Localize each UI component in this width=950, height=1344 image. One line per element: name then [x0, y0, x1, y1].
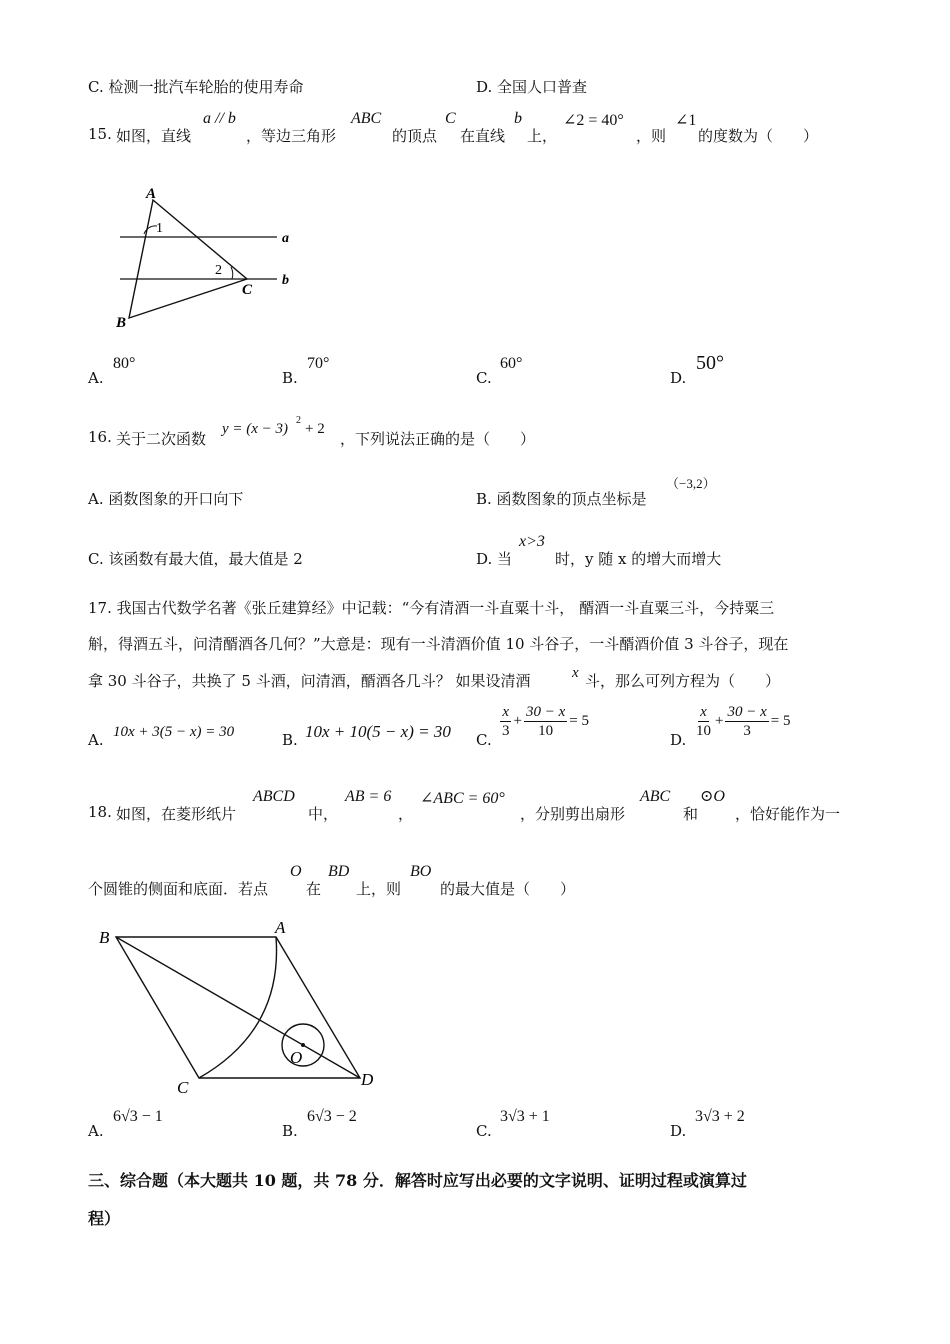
q17-line-3-text: 斗，那么可列方程为（ ）: [585, 672, 781, 690]
q18-label-O: O: [290, 1048, 303, 1067]
q17-option-d-label: D.: [670, 731, 687, 749]
q14-option-d: D. 全国人口普查: [476, 78, 588, 96]
q18-math-o: O: [290, 863, 302, 880]
q17-option-b-label: B.: [282, 731, 298, 749]
q17-option-c-label: C.: [476, 731, 492, 749]
section-3-heading: 三、综合题（本大题共 10 题，共 78 分．解答时应写出必要的文字说明、证明过程或演算过: [88, 1171, 747, 1190]
q18-number: 18.: [88, 803, 112, 821]
q17-option-a-label: A.: [88, 731, 104, 749]
q18-label-A: A: [275, 918, 286, 937]
q18-text: 和: [683, 805, 699, 823]
q18-text: 如图，在菱形纸片: [116, 805, 237, 823]
q15-option-c-value: 60°: [500, 355, 523, 372]
q18-option-b-label: B.: [282, 1122, 298, 1140]
q17-line-3-math: x: [572, 665, 579, 681]
q17-d-frac2-den: 3: [743, 723, 751, 739]
q15-text: 上，: [527, 127, 558, 145]
q17-option-c-equation: [498, 703, 589, 740]
q18-text: ，分别剪出扇形: [520, 805, 626, 823]
q15-text: ，则: [636, 127, 667, 145]
q15-option-b-label: B.: [282, 369, 298, 387]
q15-math-c: C: [445, 110, 456, 127]
q18-math-bd: BD: [328, 863, 350, 880]
q17-c-frac2-den: 10: [538, 723, 554, 739]
q15-label-B: B: [116, 315, 127, 330]
q18-math-bo: BO: [410, 863, 432, 880]
q16-math-exponent: 2: [296, 415, 301, 426]
q15-label-1: 1: [156, 221, 163, 236]
q15-figure: [100, 180, 310, 330]
q17-line-2: 斛，得酒五斗，问清醑酒各几何？”大意是：现有一斗清酒价值 10 斗谷子，一斗醑酒价值 3 斗谷子，现在: [88, 635, 789, 653]
q15-math-angle1: ∠1: [675, 112, 697, 129]
q15-text: 的度数为（ ）: [698, 127, 819, 145]
q18-text: 上，则: [356, 880, 402, 898]
q15-text: 在直线: [460, 127, 506, 145]
q17-c-rhs: = 5: [569, 713, 589, 729]
q18-math-circle: ⊙O: [700, 788, 725, 805]
q18-text: 中，: [308, 805, 339, 823]
q15-text: ，等边三角形: [246, 127, 337, 145]
q16-option-c: C. 该函数有最大值，最大值是 2: [88, 550, 303, 568]
q15-math-triangle: ABC: [351, 110, 382, 127]
q17-c-frac1-den: 3: [502, 723, 510, 739]
q16-option-d: D. 当: [476, 550, 513, 568]
q16-math-plus: + 2: [305, 421, 325, 437]
q18-math-abcd: ABCD: [253, 788, 295, 805]
q15-label-b: b: [282, 273, 289, 288]
q18-label-C: C: [177, 1078, 189, 1095]
q18-text: 个圆锥的侧面和底面．若点: [88, 880, 269, 898]
q18-option-c-value: 3√3 + 1: [500, 1108, 550, 1125]
q17-d-frac2-num: 30 − x: [727, 704, 767, 720]
q18-option-d-label: D.: [670, 1122, 687, 1140]
q16-option-b-math: （−3,2）: [666, 476, 716, 491]
q15-math-parallel: a // b: [203, 110, 236, 127]
q15-option-c-label: C.: [476, 369, 492, 387]
q18-figure: [95, 915, 395, 1095]
section-3-heading-line2: 程）: [88, 1209, 121, 1228]
q16-number: 16.: [88, 428, 112, 446]
q18-option-c-label: C.: [476, 1122, 492, 1140]
q17-c-frac2-num: 30 − x: [525, 704, 566, 720]
q14-option-c: C. 检测一批汽车轮胎的使用寿命: [88, 78, 304, 96]
q16-option-a: A. 函数图象的开口向下: [88, 490, 244, 508]
q18-text: 在: [306, 880, 322, 898]
q18-option-d-value: 3√3 + 2: [695, 1108, 745, 1125]
q16-option-d-text: 时，y 随 x 的增大而增大: [555, 550, 722, 568]
q15-math-angle2: ∠2 = 40°: [563, 112, 624, 129]
q18-option-a-value: 6√3 − 1: [113, 1108, 163, 1125]
q18-label-D: D: [361, 1070, 374, 1089]
q15-label-A: A: [146, 186, 157, 202]
q16-option-d-math: x>3: [519, 533, 545, 550]
q17-d-frac1-num: x: [700, 704, 707, 720]
q16-option-b: B. 函数图象的顶点坐标是: [476, 490, 647, 508]
q17-d-plus: +: [715, 713, 724, 729]
q15-math-b: b: [514, 110, 522, 127]
q17-d-rhs: = 5: [770, 713, 791, 729]
q18-option-b-value: 6√3 − 2: [307, 1108, 357, 1125]
q17-c-frac1-num: x: [502, 704, 510, 720]
q18-math-angle: ∠ABC = 60°: [420, 790, 505, 807]
q17-line-1: 17. 我国古代数学名著《张丘建算经》中记载：“今有清酒一斗直粟十斗， 醑酒一斗直粟三斗，今持粟三: [88, 599, 775, 617]
q15-option-a-label: A.: [88, 369, 104, 387]
q17-option-a-equation: 10x + 3(5 − x) = 30: [113, 724, 235, 740]
q15-option-d-label: D.: [670, 369, 687, 387]
q18-text: 的最大值是（ ）: [440, 880, 576, 898]
q16-text: ，下列说法正确的是（ ）: [340, 430, 536, 448]
q17-line-3: 拿 30 斗谷子，共换了 5 斗酒，问清酒，醑酒各几斗？ 如果设清酒: [88, 672, 531, 690]
q15-option-b-value: 70°: [307, 355, 330, 372]
q16-math-func: y = (x − 3): [222, 421, 289, 437]
q17-option-d-equation: [692, 703, 790, 740]
q15-number: 15.: [88, 125, 112, 143]
q18-label-B: B: [99, 928, 110, 947]
q18-math-sector: ABC: [640, 788, 671, 805]
q18-math-ab: AB = 6: [345, 788, 392, 805]
q16-text: 关于二次函数: [116, 430, 207, 448]
q17-option-b-equation: 10x + 10(5 − x) = 30: [305, 722, 451, 741]
q17-c-plus: +: [513, 713, 522, 729]
q18-option-a-label: A.: [88, 1122, 104, 1140]
q18-text: ，恰好能作为一: [735, 805, 841, 823]
q18-text: ，: [398, 805, 414, 823]
q15-label-C: C: [242, 282, 253, 298]
q17-d-frac1-den: 10: [696, 723, 711, 739]
q15-option-d-value: 50°: [696, 352, 724, 374]
q15-label-a: a: [282, 231, 289, 246]
q15-text: 的顶点: [392, 127, 438, 145]
q15-text: 如图，直线: [116, 127, 192, 145]
q15-option-a-value: 80°: [113, 355, 136, 372]
q15-label-2: 2: [215, 263, 222, 278]
